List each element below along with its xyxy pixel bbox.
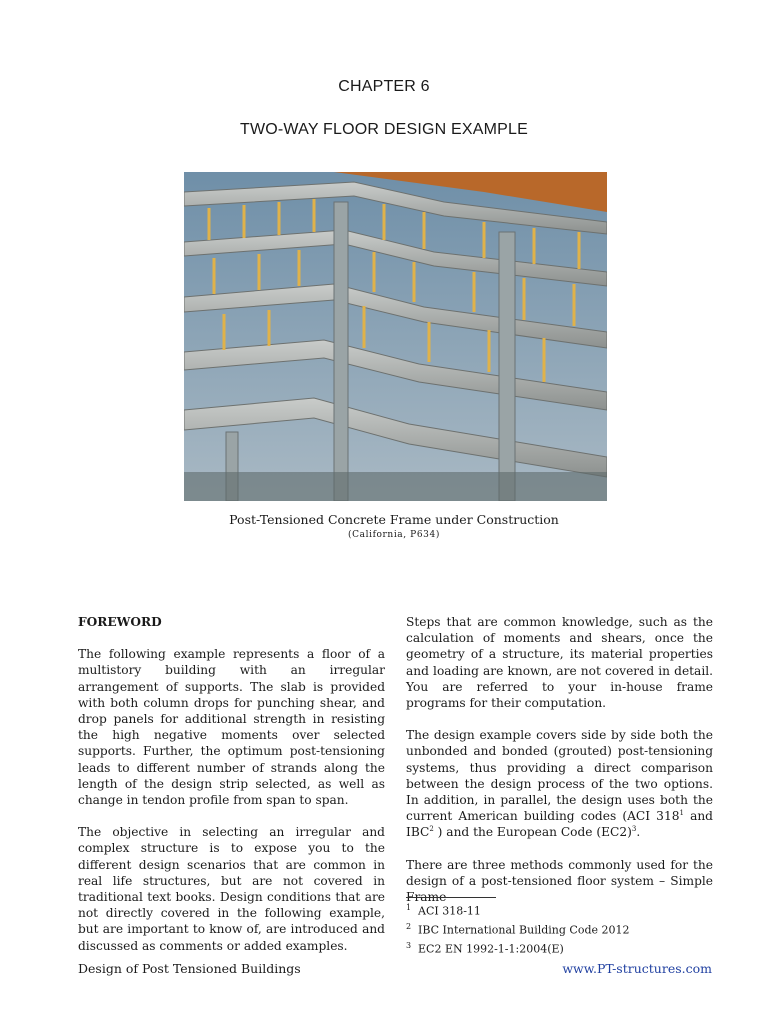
footer-book-title: Design of Post Tensioned Buildings: [78, 961, 301, 976]
footnote-text: ACI 318-11: [418, 904, 481, 918]
paragraph: Steps that are common knowledge, such as the calculation of moments and shears, once the geometry of a structure, its material properties and loading are known, are not covered in detail. You are referred to your in-house frame programs for their computation.: [406, 615, 713, 711]
footnote-ref: 1: [679, 809, 684, 818]
foreword-heading: FOREWORD: [78, 615, 162, 629]
text-run: .: [636, 825, 641, 840]
footnotes: [406, 900, 716, 957]
paragraph: There are three methods commonly used for the design of a post-tensioned floor system – Simple Frame: [406, 857, 713, 905]
text-run: ) and the European Code (EC2): [433, 825, 632, 840]
footnote: [406, 919, 716, 938]
footnote-divider: [406, 897, 496, 898]
footnote-text: IBC International Building Code 2012: [418, 923, 630, 937]
footnote-number: 1: [406, 903, 412, 912]
footnote-ref: 2: [429, 825, 434, 834]
footnote-text: EC2 EN 1992-1-1:2004(E): [418, 942, 564, 956]
paragraph: [406, 727, 713, 840]
footnote-number: 3: [406, 941, 412, 951]
construction-photo: [184, 172, 607, 501]
footnote: [406, 938, 716, 957]
footnote: [406, 900, 716, 919]
chapter-number: CHAPTER 6: [338, 78, 430, 95]
paragraph: The following example represents a floor of a multistory building with an irregular arrangement of supports. The slab is provided with both column drops for punching shear, and drop panels for additional strength in resisting the high negative moments over selected supports. Further, the optimum post-tensioning leads to different number of strands along the length of the design strip selected, as well as change in tendon profile from span to span.: [78, 647, 385, 808]
chapter-title: TWO-WAY FLOOR DESIGN EXAMPLE: [239, 121, 528, 138]
footnote-ref: 3: [631, 825, 637, 834]
left-column: [78, 614, 385, 970]
paragraph: The objective in selecting an irregular and complex structure is to expose you to the different design scenarios that are common in real life structures, but are not covered in traditional text books. Design conditions that are not directly covered in the following example, but are important to know of, are introduced and discussed as comments or added examples.: [78, 825, 385, 953]
right-column: [406, 614, 713, 921]
footer-website-link[interactable]: www.PT-structures.com: [562, 961, 712, 976]
figure-caption: Post-Tensioned Concrete Frame under Construction: [229, 512, 559, 527]
figure-subcaption: (California, P634): [348, 530, 440, 540]
footnote-number: 2: [406, 922, 412, 932]
text-run: and IBC: [406, 809, 713, 840]
text-run: The design example covers side by side both the unbonded and bonded (grouted) post-tensioning systems, thus providing a direct comparison between the design process of the two options. In addition, in parallel, the design uses both the current American building codes (ACI 318: [406, 728, 713, 824]
